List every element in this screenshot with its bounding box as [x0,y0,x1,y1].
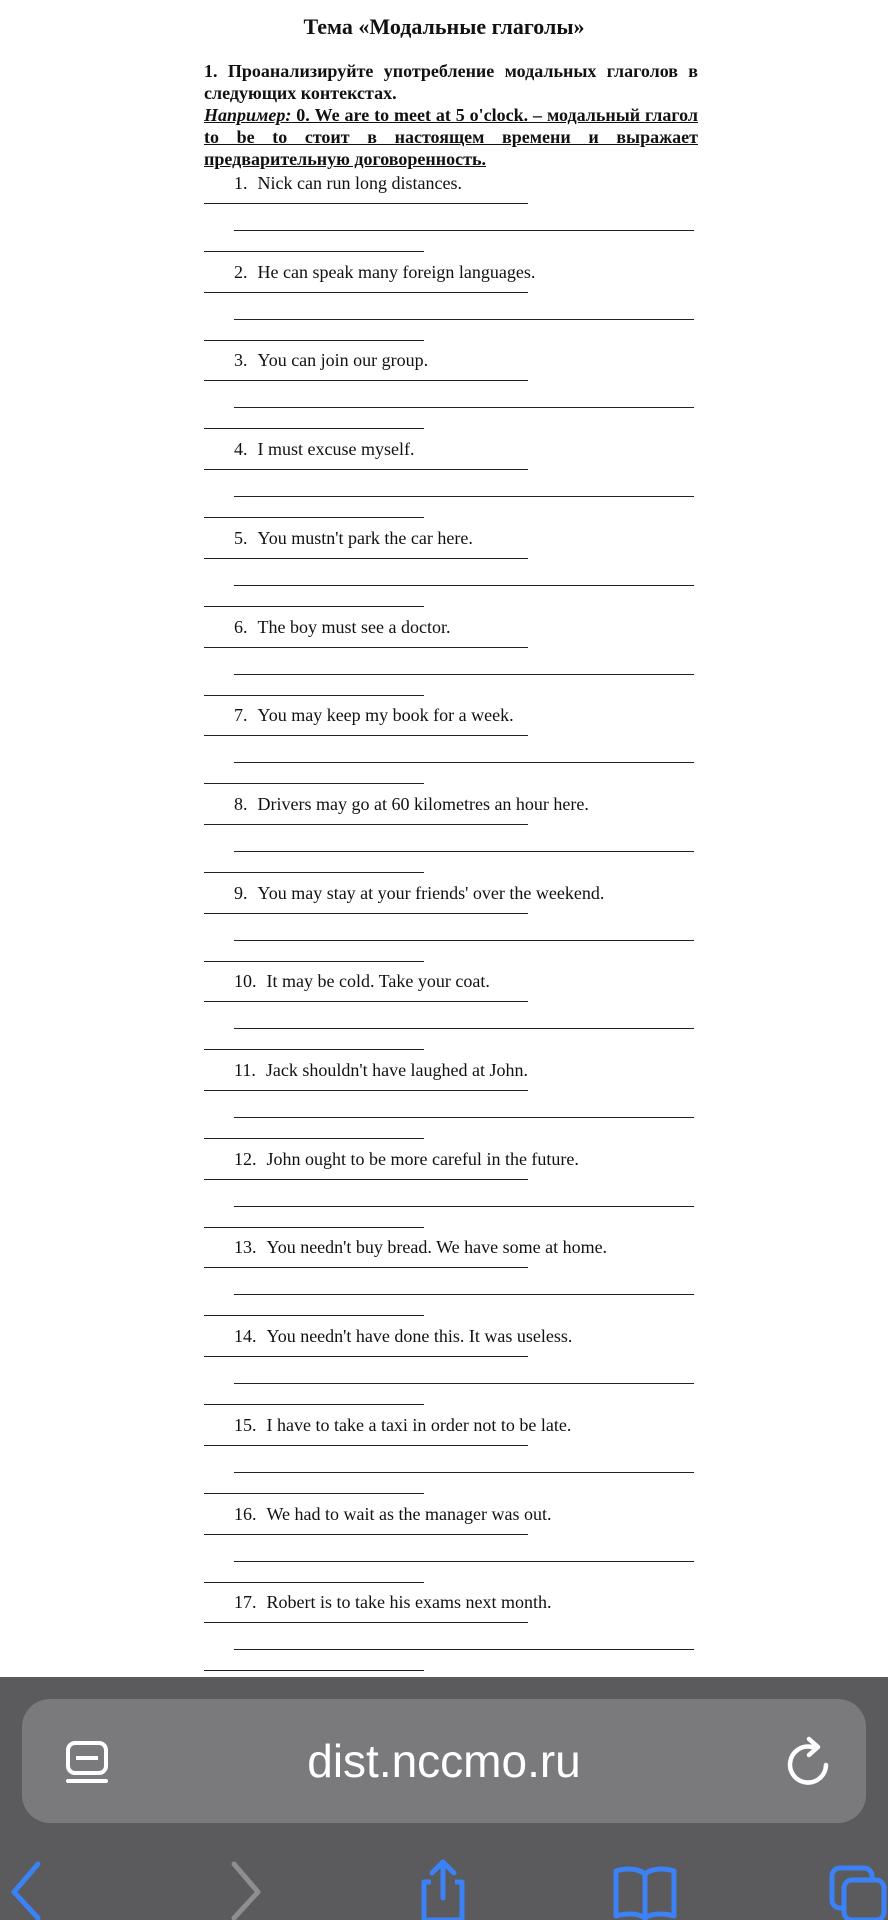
exercise-sentence [234,172,462,194]
answer-line[interactable] [234,230,694,231]
answer-line[interactable] [204,517,424,518]
exercise-item [204,882,698,970]
exercise-number: 15. [234,1414,257,1435]
exercise-item [204,172,698,260]
answer-line[interactable] [234,1561,694,1562]
exercise-text: Jack shouldn't have laughed at John. [265,1060,529,1080]
answer-line[interactable] [204,1049,424,1050]
exercise-item [204,704,698,792]
exercise-sentence [234,261,535,283]
answer-line[interactable] [234,1383,694,1384]
answer-line[interactable] [204,1179,528,1180]
exercise-number: 5. [234,527,248,548]
answer-line[interactable] [204,647,528,648]
exercise-number: 4. [234,439,248,460]
answer-line[interactable] [234,1649,694,1650]
answer-line[interactable] [204,1356,528,1357]
exercise-text: You may keep my book for a week. [257,705,514,726]
exercise-text: I must excuse myself. [257,439,415,460]
exercise-sentence [234,527,473,549]
answer-line[interactable] [204,1582,424,1583]
exercise-text: We had to wait as the manager was out. [266,1503,552,1524]
answer-line[interactable] [204,1404,424,1405]
exercise-text: You needn't buy bread. We have some at home. [266,1237,608,1258]
answer-line[interactable] [234,1294,694,1295]
exercise-item [204,527,698,615]
answer-line[interactable] [234,940,694,941]
browser-toolbar [0,1852,888,1920]
exercise-text: You needn't have done this. It was useless. [266,1326,573,1347]
answer-line[interactable] [234,1472,694,1473]
example-paragraph [204,104,698,170]
exercise-text: Nick can run long distances. [257,173,462,193]
exercise-item [204,261,698,349]
answer-line[interactable] [204,469,528,470]
exercise-item [204,1591,698,1679]
answer-line[interactable] [234,496,694,497]
exercise-number: 9. [234,882,248,903]
exercise-number: 11. [234,1060,256,1080]
answer-line[interactable] [234,407,694,408]
example-label: Например: [204,105,292,125]
exercise-number: 14. [234,1326,257,1347]
answer-line[interactable] [234,851,694,852]
answer-line[interactable] [234,1117,694,1118]
exercise-number: 8. [234,793,248,814]
answer-line[interactable] [204,783,424,784]
exercise-number: 13. [234,1237,257,1258]
exercise-text: Drivers may go at 60 kilometres an hour here. [257,793,589,814]
forward-icon[interactable] [210,1858,280,1920]
page-title: Тема «Модальные глаголы» [303,14,585,39]
exercise-item [204,1503,698,1591]
answer-line[interactable] [234,1028,694,1029]
back-icon[interactable] [0,1858,70,1920]
answer-line[interactable] [204,251,424,252]
exercise-sentence [234,349,428,371]
reload-icon[interactable] [782,1735,836,1789]
exercise-sentence [234,616,450,638]
answer-line[interactable] [204,558,528,559]
exercise-item [204,793,698,881]
answer-line[interactable] [204,1138,424,1139]
exercise-sentence [234,1325,572,1347]
address-bar[interactable] [22,1699,866,1823]
answer-line[interactable] [204,1445,528,1446]
exercise-sentence [234,1236,607,1258]
exercise-sentence [234,970,490,992]
exercise-item [204,616,698,704]
task-instructions [204,60,698,170]
exercise-text: Robert is to take his exams next month. [266,1592,552,1613]
answer-line[interactable] [204,1622,528,1623]
answer-line[interactable] [204,1493,424,1494]
answer-line[interactable] [204,913,528,914]
answer-line[interactable] [204,292,528,293]
answer-line[interactable] [204,428,424,429]
exercise-text: He can speak many foreign languages. [257,261,536,282]
answer-line[interactable] [204,1534,528,1535]
exercise-item [204,1059,698,1147]
exercise-number: 7. [234,705,248,726]
tabs-icon[interactable] [818,1858,888,1920]
exercise-sentence [234,438,414,460]
answer-line[interactable] [234,1206,694,1207]
exercise-number: 16. [234,1503,257,1524]
answer-line[interactable] [204,340,424,341]
answer-line[interactable] [234,585,694,586]
exercise-number: 6. [234,616,248,637]
exercise-item [204,1148,698,1236]
exercise-number: 12. [234,1148,257,1169]
exercise-item [204,438,698,526]
exercise-sentence [234,1414,571,1436]
answer-line[interactable] [204,1670,424,1671]
exercise-item [204,1414,698,1502]
exercise-item [204,1325,698,1413]
exercise-sentence [234,1591,551,1613]
answer-line[interactable] [204,1315,424,1316]
answer-line[interactable] [204,735,528,736]
exercise-number: 1. [234,173,248,193]
exercise-text: The boy must see a doctor. [257,616,451,637]
bookmarks-icon[interactable] [610,1858,680,1920]
exercise-text: You can join our group. [257,350,429,371]
answer-line[interactable] [234,674,694,675]
answer-line[interactable] [204,1090,528,1091]
share-icon[interactable] [408,1858,478,1920]
exercise-item [204,349,698,437]
exercise-number: 3. [234,350,248,371]
answer-line[interactable] [204,695,424,696]
exercise-text: You mustn't park the car here. [257,527,473,548]
answer-line[interactable] [234,319,694,320]
answer-line[interactable] [204,606,424,607]
safari-bottom-bar [0,1677,888,1920]
exercise-sentence [234,704,514,726]
exercise-sentence [234,1059,528,1081]
url-text[interactable]: dist.nccmo.ru [307,1735,581,1787]
answer-line[interactable] [204,961,424,962]
exercise-text: I have to take a taxi in order not to be late. [266,1414,572,1435]
answer-line[interactable] [204,380,528,381]
answer-line[interactable] [204,824,528,825]
answer-line[interactable] [234,762,694,763]
example-text: 0. We are to meet at 5 o'clock. – модальный глагол to be to стоит в настоящем времени и выражает предварительную договоренность. [204,105,698,169]
exercise-number: 2. [234,261,248,282]
answer-line[interactable] [204,1001,528,1002]
exercise-sentence [234,1503,551,1525]
exercise-sentence [234,882,604,904]
answer-line[interactable] [204,1227,424,1228]
exercise-text: You may stay at your friends' over the weekend. [257,882,605,903]
exercise-text: John ought to be more careful in the future. [266,1148,579,1169]
exercise-item [204,970,698,1058]
exercise-number: 17. [234,1592,257,1613]
exercise-item [204,1236,698,1324]
exercise-sentence [234,793,589,815]
exercise-text: It may be cold. Take your coat. [266,971,490,992]
task-text: 1. Проанализируйте употребление модальных глаголов в следующих контекстах. [204,61,698,103]
answer-line[interactable] [204,872,424,873]
answer-line[interactable] [204,1267,528,1268]
exercise-number: 10. [234,971,257,992]
exercise-sentence [234,1148,579,1170]
answer-line[interactable] [204,203,528,204]
